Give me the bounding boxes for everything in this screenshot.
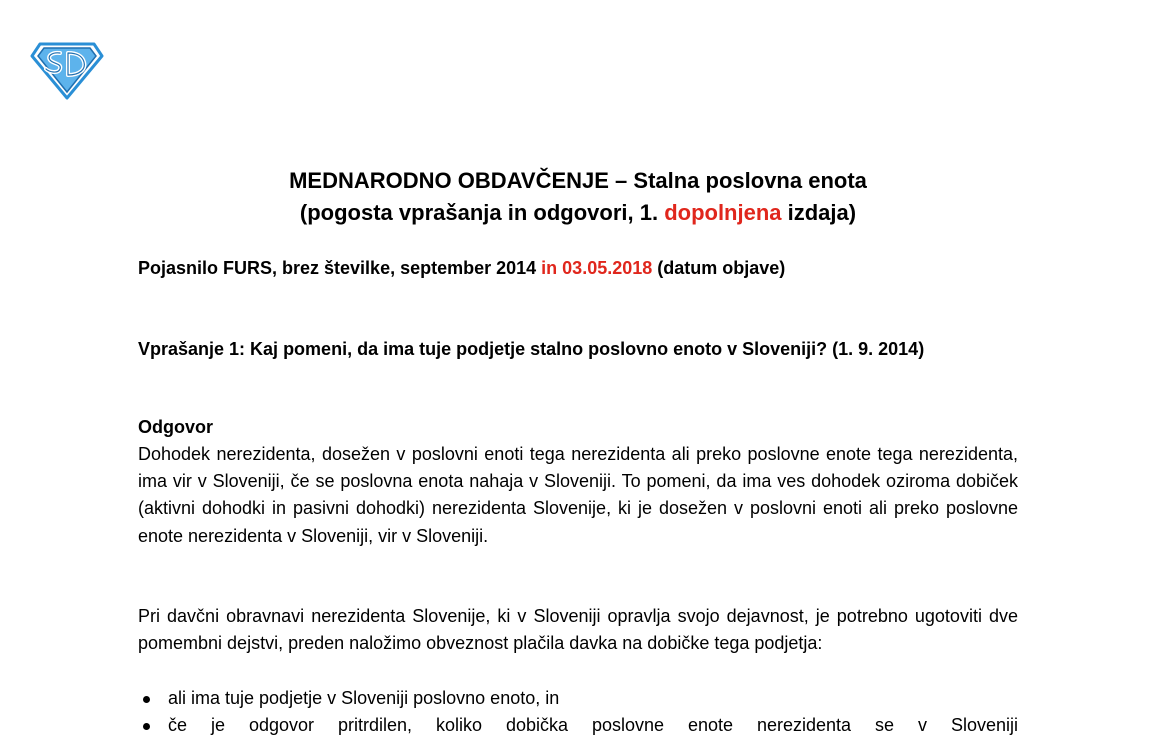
title-line-2-after: izdaja) (781, 200, 857, 225)
diamond-sd-logo-icon (30, 40, 104, 100)
list-item (138, 685, 1018, 712)
title-line-2-before: (pogosta vprašanja in odgovori, 1. (299, 200, 665, 225)
source-before: Pojasnilo FURS, brez številke, september 2014 (138, 258, 542, 278)
answer-heading: Odgovor (138, 417, 213, 437)
answer-bullet-list (138, 685, 1018, 739)
question-1: Vprašanje 1: Kaj pomeni, da ima tuje podjetje stalno poslovno enoto v Sloveniji? (1. 9. 2014) (138, 339, 925, 359)
document-title-line-1: MEDNARODNO OBDAVČENJE – Stalna poslovna enota (289, 168, 867, 193)
source-highlight-date: in 03.05.2018 (541, 258, 653, 278)
company-logo (30, 40, 104, 100)
bullet-text: ali ima tuje podjetje v Sloveniji poslovno enoto, in (168, 688, 560, 708)
document-title-line-2 (138, 198, 1018, 228)
list-item (138, 712, 1018, 739)
answer-paragraph-1: Dohodek nerezidenta, dosežen v poslovni enoti tega nerezidenta ali preko poslovne enote tega nerezidenta, ima vir v Sloveniji, če se poslovna enota nahaja v Sloveniji. To pomeni, da ima ves dohodek oziroma dobiček (aktivni dohodki in pasivni dohodki) nerezidenta Slovenije, ki je dosežen v poslovni enoti ali preko poslovne enote nerezidenta v Sloveniji, vir v Sloveniji. (138, 444, 1018, 546)
bullet-dot-icon (143, 723, 150, 730)
source-line (138, 255, 1038, 281)
answer-paragraph-2: Pri davčni obravnavi nerezidenta Slovenije, ki v Sloveniji opravlja svojo dejavnost, je potrebno ugotoviti dve pomembni dejstvi, preden naložimo obveznost plačila davka na dobičke tega podjetja: (138, 606, 1018, 654)
source-after: (datum objave) (652, 258, 786, 278)
title-highlight-dopolnjena: dopolnjena (664, 200, 782, 225)
bullet-dot-icon (143, 696, 150, 703)
bullet-text: če je odgovor pritrdilen, koliko dobička poslovne enote nerezidenta se v Sloveniji (168, 715, 1018, 735)
